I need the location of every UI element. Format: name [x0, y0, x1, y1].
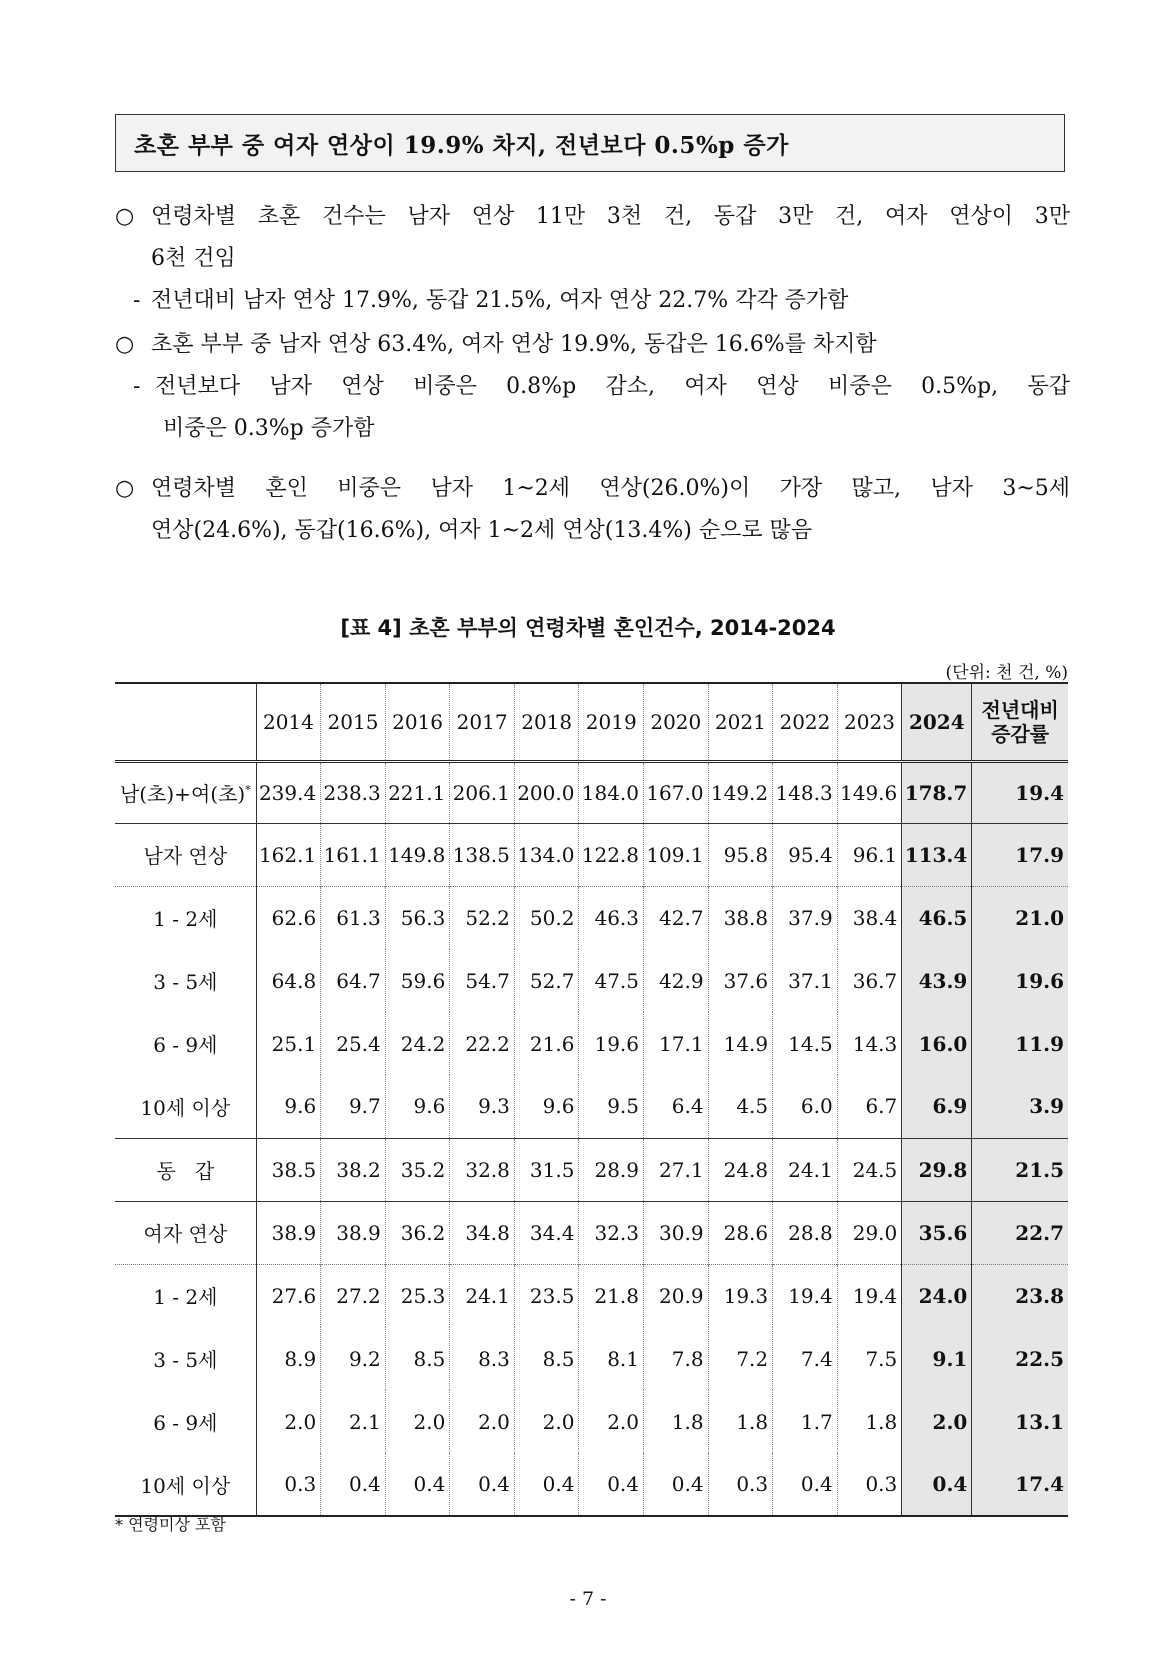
cell-value: 22.2	[450, 1012, 515, 1075]
cell-value: 2.0	[450, 1390, 515, 1453]
paragraph-2-sub-line-1: 전년보다 남자 연상 비중은 0.8%p 감소, 여자 연상 비중은 0.5%p, 동갑	[155, 374, 1070, 399]
header-year: 2019	[579, 683, 644, 761]
table-row	[115, 1390, 1068, 1453]
cell-value: 32.3	[579, 1201, 644, 1264]
cell-value: 1.7	[773, 1390, 838, 1453]
header-rate-line-2: 증감률	[991, 721, 1050, 746]
cell-value: 0.3	[837, 1453, 902, 1516]
cell-value-2024: 6.9	[902, 1075, 972, 1138]
paragraph-2-line-1: 초혼 부부 중 남자 연상 63.4%, 여자 연상 19.9%, 동갑은 16.6%를 차지함	[151, 332, 877, 357]
row-label-text: 6 - 9세	[153, 1411, 218, 1435]
cell-value: 56.3	[385, 886, 450, 949]
cell-value: 149.6	[837, 761, 902, 823]
circle-bullet: ○	[115, 476, 135, 501]
cell-value: 1.8	[644, 1390, 709, 1453]
cell-rate: 3.9	[972, 1075, 1068, 1138]
cell-value: 38.4	[837, 886, 902, 949]
row-label-text: 여자 연상	[143, 1222, 228, 1246]
cell-value: 138.5	[450, 823, 515, 886]
cell-value-2024: 0.4	[902, 1453, 972, 1516]
cell-value-2024: 46.5	[902, 886, 972, 949]
footnote: * 연령미상 포함	[115, 1515, 226, 1534]
header-year: 2015	[321, 683, 386, 761]
cell-value: 96.1	[837, 823, 902, 886]
cell-value: 0.4	[773, 1453, 838, 1516]
row-label	[115, 761, 256, 823]
cell-rate: 17.9	[972, 823, 1068, 886]
cell-value: 149.2	[708, 761, 773, 823]
cell-value: 0.4	[644, 1453, 709, 1516]
cell-rate: 19.4	[972, 761, 1068, 823]
cell-value: 52.2	[450, 886, 515, 949]
cell-value: 9.6	[256, 1075, 321, 1138]
cell-value: 8.3	[450, 1327, 515, 1390]
cell-rate: 23.8	[972, 1264, 1068, 1327]
cell-value: 0.3	[256, 1453, 321, 1516]
cell-value: 6.7	[837, 1075, 902, 1138]
paragraph-1-line-1: 연령차별 초혼 건수는 남자 연상 11만 3천 건, 동갑 3만 건, 여자 연상이 3만	[151, 204, 1070, 229]
row-label	[115, 1075, 256, 1138]
paragraph-2	[115, 324, 1070, 450]
cell-value: 8.5	[385, 1327, 450, 1390]
cell-value: 24.1	[773, 1138, 838, 1201]
cell-rate: 17.4	[972, 1453, 1068, 1516]
table-row	[115, 1075, 1068, 1138]
cell-value: 95.8	[708, 823, 773, 886]
cell-rate: 19.6	[972, 949, 1068, 1012]
cell-value: 0.4	[450, 1453, 515, 1516]
cell-value: 25.3	[385, 1264, 450, 1327]
cell-value: 54.7	[450, 949, 515, 1012]
cell-value: 8.1	[579, 1327, 644, 1390]
cell-value: 35.2	[385, 1138, 450, 1201]
header-rate-line-1: 전년대비	[981, 697, 1059, 722]
cell-value: 6.0	[773, 1075, 838, 1138]
cell-value: 0.4	[385, 1453, 450, 1516]
cell-value: 6.4	[644, 1075, 709, 1138]
cell-value: 148.3	[773, 761, 838, 823]
row-label	[115, 1453, 256, 1516]
cell-value: 25.1	[256, 1012, 321, 1075]
cell-value: 8.5	[514, 1327, 579, 1390]
cell-value: 21.6	[514, 1012, 579, 1075]
header-year: 2023	[837, 683, 902, 761]
cell-value: 19.4	[837, 1264, 902, 1327]
marriage-table	[115, 682, 1068, 1517]
cell-value: 64.7	[321, 949, 386, 1012]
cell-value: 38.5	[256, 1138, 321, 1201]
cell-value: 59.6	[385, 949, 450, 1012]
cell-rate: 13.1	[972, 1390, 1068, 1453]
header-year: 2020	[644, 683, 709, 761]
header-year: 2017	[450, 683, 515, 761]
table-row	[115, 1138, 1068, 1201]
cell-value: 9.6	[385, 1075, 450, 1138]
cell-value: 34.4	[514, 1201, 579, 1264]
cell-rate: 22.7	[972, 1201, 1068, 1264]
cell-value: 42.7	[644, 886, 709, 949]
cell-value: 37.9	[773, 886, 838, 949]
cell-value-2024: 35.6	[902, 1201, 972, 1264]
cell-value: 28.6	[708, 1201, 773, 1264]
cell-value: 23.5	[514, 1264, 579, 1327]
cell-value: 0.4	[321, 1453, 386, 1516]
table-row	[115, 1264, 1068, 1327]
cell-value: 64.8	[256, 949, 321, 1012]
cell-rate: 11.9	[972, 1012, 1068, 1075]
cell-value: 2.0	[579, 1390, 644, 1453]
cell-value: 27.1	[644, 1138, 709, 1201]
cell-value: 161.1	[321, 823, 386, 886]
cell-value: 31.5	[514, 1138, 579, 1201]
cell-value: 206.1	[450, 761, 515, 823]
table-row	[115, 823, 1068, 886]
cell-value: 0.4	[514, 1453, 579, 1516]
row-label-text: 남(초)+여(초)	[119, 782, 246, 806]
page-number: - 7 -	[569, 1588, 607, 1610]
cell-value: 1.8	[708, 1390, 773, 1453]
row-label-text: 동 갑	[156, 1159, 215, 1183]
cell-value: 122.8	[579, 823, 644, 886]
cell-value: 42.9	[644, 949, 709, 1012]
cell-value: 9.6	[514, 1075, 579, 1138]
cell-value: 134.0	[514, 823, 579, 886]
cell-value: 37.6	[708, 949, 773, 1012]
row-label-text: 3 - 5세	[153, 1348, 218, 1372]
cell-value: 28.8	[773, 1201, 838, 1264]
cell-value: 24.8	[708, 1138, 773, 1201]
cell-value: 7.8	[644, 1327, 709, 1390]
cell-value: 36.2	[385, 1201, 450, 1264]
cell-value: 21.8	[579, 1264, 644, 1327]
cell-value: 17.1	[644, 1012, 709, 1075]
cell-value: 9.5	[579, 1075, 644, 1138]
cell-value: 238.3	[321, 761, 386, 823]
cell-value: 20.9	[644, 1264, 709, 1327]
cell-value: 221.1	[385, 761, 450, 823]
cell-value: 200.0	[514, 761, 579, 823]
cell-value: 38.2	[321, 1138, 386, 1201]
cell-value: 162.1	[256, 823, 321, 886]
cell-rate: 22.5	[972, 1327, 1068, 1390]
row-label	[115, 823, 256, 886]
footnote-star: *	[245, 783, 251, 797]
row-label-text: 1 - 2세	[153, 1285, 218, 1310]
cell-value: 7.5	[837, 1327, 902, 1390]
row-label-text: 10세 이상	[140, 1095, 231, 1120]
row-label	[115, 1390, 256, 1453]
cell-value: 14.5	[773, 1012, 838, 1075]
cell-value: 27.2	[321, 1264, 386, 1327]
cell-value: 38.9	[256, 1201, 321, 1264]
row-label	[115, 949, 256, 1012]
cell-value: 28.9	[579, 1138, 644, 1201]
row-label	[115, 1012, 256, 1075]
cell-value: 4.5	[708, 1075, 773, 1138]
cell-value: 14.9	[708, 1012, 773, 1075]
cell-value-2024: 16.0	[902, 1012, 972, 1075]
cell-value: 36.7	[837, 949, 902, 1012]
table-row	[115, 761, 1068, 823]
table-unit: (단위: 천 건, %)	[945, 663, 1068, 683]
dash-bullet: -	[133, 288, 141, 313]
cell-value-2024: 29.8	[902, 1138, 972, 1201]
cell-value-2024: 9.1	[902, 1327, 972, 1390]
cell-rate: 21.0	[972, 886, 1068, 949]
row-label	[115, 1264, 256, 1327]
table-row	[115, 1453, 1068, 1516]
cell-value: 14.3	[837, 1012, 902, 1075]
table-row	[115, 1327, 1068, 1390]
table-row	[115, 949, 1068, 1012]
cell-value: 0.3	[708, 1453, 773, 1516]
cell-value: 30.9	[644, 1201, 709, 1264]
table-title: [표 4] 초혼 부부의 연령차별 혼인건수, 2014-2024	[340, 616, 836, 640]
header-corner	[115, 683, 256, 761]
cell-value: 52.7	[514, 949, 579, 1012]
cell-value: 29.0	[837, 1201, 902, 1264]
row-label-text: 남자 연상	[143, 844, 228, 868]
header-rate	[972, 683, 1068, 761]
cell-value: 239.4	[256, 761, 321, 823]
row-label	[115, 1201, 256, 1264]
cell-value-2024: 43.9	[902, 949, 972, 1012]
cell-value: 19.3	[708, 1264, 773, 1327]
table-row	[115, 886, 1068, 949]
cell-value: 62.6	[256, 886, 321, 949]
row-label	[115, 886, 256, 949]
paragraph-3-line-2: 연상(24.6%), 동갑(16.6%), 여자 1~2세 연상(13.4%) 순으로 많음	[151, 518, 813, 543]
header-year: 2014	[256, 683, 321, 761]
row-label	[115, 1327, 256, 1390]
cell-value: 32.8	[450, 1138, 515, 1201]
cell-value: 9.7	[321, 1075, 386, 1138]
cell-value: 9.3	[450, 1075, 515, 1138]
header-year: 2022	[773, 683, 838, 761]
cell-value: 149.8	[385, 823, 450, 886]
row-label-text: 6 - 9세	[153, 1033, 218, 1057]
cell-value: 50.2	[514, 886, 579, 949]
cell-value: 7.4	[773, 1327, 838, 1390]
paragraph-1-sub: 전년대비 남자 연상 17.9%, 동갑 21.5%, 여자 연상 22.7% 각각 증가함	[151, 288, 849, 313]
cell-value: 7.2	[708, 1327, 773, 1390]
cell-value: 46.3	[579, 886, 644, 949]
cell-rate: 21.5	[972, 1138, 1068, 1201]
cell-value: 9.2	[321, 1327, 386, 1390]
cell-value: 1.8	[837, 1390, 902, 1453]
headline-box	[115, 114, 1065, 172]
row-label-text: 10세 이상	[140, 1473, 231, 1498]
cell-value: 167.0	[644, 761, 709, 823]
cell-value: 0.4	[579, 1453, 644, 1516]
paragraph-1-line-2: 6천 건임	[151, 246, 236, 271]
cell-value: 61.3	[321, 886, 386, 949]
headline-text: 초혼 부부 중 여자 연상이 19.9% 차지, 전년보다 0.5%p 증가	[134, 131, 789, 159]
cell-value: 2.0	[514, 1390, 579, 1453]
cell-value: 8.9	[256, 1327, 321, 1390]
dash-bullet: -	[133, 374, 141, 399]
table-row	[115, 1201, 1068, 1264]
header-year-highlight: 2024	[902, 683, 972, 761]
circle-bullet: ○	[115, 204, 135, 229]
paragraph-1	[115, 196, 1070, 322]
cell-value: 2.0	[256, 1390, 321, 1453]
cell-value: 2.0	[385, 1390, 450, 1453]
cell-value: 24.1	[450, 1264, 515, 1327]
cell-value-2024: 178.7	[902, 761, 972, 823]
paragraph-2-sub-line-2: 비중은 0.3%p 증가함	[163, 416, 375, 441]
row-label-text: 3 - 5세	[153, 970, 218, 994]
table-row	[115, 1012, 1068, 1075]
cell-value: 19.4	[773, 1264, 838, 1327]
cell-value: 38.9	[321, 1201, 386, 1264]
cell-value: 2.1	[321, 1390, 386, 1453]
cell-value-2024: 24.0	[902, 1264, 972, 1327]
cell-value: 34.8	[450, 1201, 515, 1264]
header-year: 2021	[708, 683, 773, 761]
paragraph-3-line-1: 연령차별 혼인 비중은 남자 1~2세 연상(26.0%)이 가장 많고, 남자 3~5세	[151, 476, 1070, 501]
cell-value-2024: 113.4	[902, 823, 972, 886]
cell-value: 95.4	[773, 823, 838, 886]
cell-value: 37.1	[773, 949, 838, 1012]
row-label-text: 1 - 2세	[153, 907, 218, 932]
cell-value: 24.2	[385, 1012, 450, 1075]
cell-value: 27.6	[256, 1264, 321, 1327]
paragraph-3	[115, 468, 1070, 552]
row-label	[115, 1138, 256, 1201]
table-header-row	[115, 683, 1068, 761]
cell-value: 47.5	[579, 949, 644, 1012]
circle-bullet: ○	[115, 332, 135, 357]
header-year: 2016	[385, 683, 450, 761]
cell-value: 19.6	[579, 1012, 644, 1075]
cell-value-2024: 2.0	[902, 1390, 972, 1453]
header-year: 2018	[514, 683, 579, 761]
cell-value: 184.0	[579, 761, 644, 823]
cell-value: 24.5	[837, 1138, 902, 1201]
cell-value: 109.1	[644, 823, 709, 886]
cell-value: 25.4	[321, 1012, 386, 1075]
cell-value: 38.8	[708, 886, 773, 949]
